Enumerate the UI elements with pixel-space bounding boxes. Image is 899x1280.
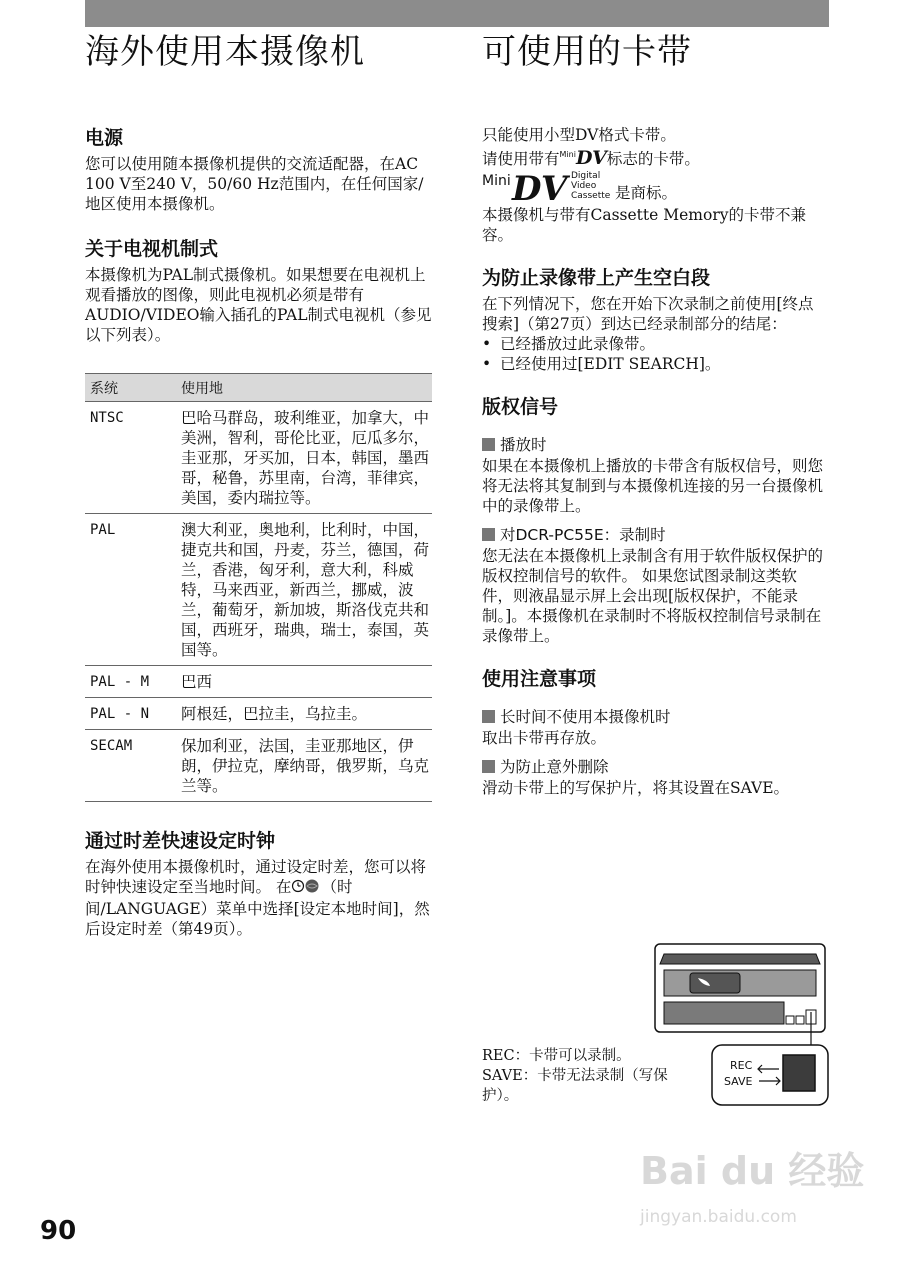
square-bullet-icon — [482, 438, 495, 451]
copyright-heading: 版权信号 — [482, 396, 559, 418]
header-bar — [85, 0, 829, 27]
tv-system-table — [85, 373, 432, 802]
unused-subheading: 长时间不使用本摄像机时 — [482, 706, 827, 728]
table-header-system: 系统 — [85, 374, 176, 402]
trademark-line — [482, 169, 827, 209]
intro-2-prefix: 请使用带有 — [482, 150, 560, 168]
clock-text-part2: （时间/LANGUAGE）菜单中选择[设定本地时间]，然后设定时差（第49页）。 — [85, 878, 430, 938]
intro-2-suffix: 标志的卡带。 — [606, 150, 700, 168]
cassette-caption — [482, 1046, 697, 1106]
trademark-text: 是商标。 — [615, 184, 678, 202]
system-cell: PAL - N — [85, 698, 176, 730]
system-cell: PAL — [85, 514, 176, 666]
table-row — [85, 514, 432, 666]
square-bullet-icon — [482, 528, 495, 541]
logo-dv-text: DV — [512, 169, 568, 209]
page-number: 90 — [40, 1216, 77, 1246]
power-heading: 电源 — [85, 127, 124, 149]
page-title-left: 海外使用本摄像机 — [85, 32, 365, 72]
table-header-places: 使用地 — [176, 374, 432, 402]
cassette-intro-3: 本摄像机与带有Cassette Memory的卡带不兼容。 — [482, 206, 806, 244]
baidu-watermark — [640, 1140, 864, 1227]
clock-globe-icon — [291, 878, 321, 899]
right-column — [482, 125, 827, 798]
places-cell: 巴西 — [176, 666, 432, 698]
unused-text: 取出卡带再存放。 — [482, 729, 607, 747]
system-cell: SECAM — [85, 730, 176, 802]
cassette-intro-2 — [482, 145, 827, 169]
erase-subheading: 为防止意外删除 — [482, 756, 827, 778]
tv-system-heading: 关于电视机制式 — [85, 238, 219, 260]
logo-digital-text: Digital — [571, 171, 601, 181]
rec-caption: REC：卡带可以录制。 — [482, 1048, 631, 1064]
places-cell: 保加利亚，法国，圭亚那地区，伊朗，伊拉克，摩纳哥，俄罗斯，乌克兰等。 — [176, 730, 432, 802]
watermark-logo-text: Bai du 经验 — [640, 1149, 865, 1193]
playback-subheading: 播放时 — [482, 434, 827, 456]
save-label: SAVE — [724, 1075, 753, 1088]
system-cell: NTSC — [85, 402, 176, 514]
power-text: 您可以使用随本摄像机提供的交流适配器，在AC 100 V至240 V，50/60 Hz范围内，在任何国家/地区使用本摄像机。 — [85, 155, 424, 213]
list-item: • 已经播放过此录像带。 — [482, 334, 827, 354]
table-header-row — [85, 374, 432, 402]
recording-subheading: 对DCR-PC55E：录制时 — [482, 524, 827, 546]
recording-text: 您无法在本摄像机上录制含有用于软件版权保护的版权控制信号的软件。 如果您试图录制这类软件，则液晶显示屏上会出现[版权保护，不能录制。]。本摄像机在录制时不将版权控制信号录制在录像带上。 — [482, 547, 824, 645]
notes-heading: 使用注意事项 — [482, 668, 597, 690]
logo-mini-text: Mini — [482, 173, 511, 189]
watermark-url: jingyan.baidu.com — [640, 1207, 797, 1227]
table-row — [85, 730, 432, 802]
table-row — [85, 402, 432, 514]
table-row — [85, 666, 432, 698]
places-cell: 巴哈马群岛，玻利维亚，加拿大，中美洲，智利，哥伦比亚，厄瓜多尔，圭亚那，牙买加，日本，韩国，墨西哥，秘鲁，苏里南，台湾，菲律宾，美国，委内瑞拉等。 — [176, 402, 432, 514]
blank-text: 在下列情况下，您在开始下次录制之前使用[终点搜索]（第27页）到达已经录制部分的结尾： — [482, 295, 814, 333]
page-title-right: 可使用的卡带 — [482, 32, 692, 72]
clock-heading: 通过时差快速设定时钟 — [85, 830, 276, 852]
square-bullet-icon — [482, 710, 495, 723]
erase-text: 滑动卡带上的写保护片，将其设置在SAVE。 — [482, 779, 790, 797]
cassette-intro-1: 只能使用小型DV格式卡带。 — [482, 126, 676, 144]
logo-cassette-text: Cassette — [571, 191, 611, 201]
left-column — [85, 125, 435, 939]
blank-bullet-list — [482, 334, 827, 374]
square-bullet-icon — [482, 760, 495, 773]
logo-video-text: Video — [571, 181, 597, 191]
list-item: • 已经使用过[EDIT SEARCH]。 — [482, 354, 827, 374]
places-cell: 阿根廷，巴拉圭，乌拉圭。 — [176, 698, 432, 730]
rec-label: REC — [730, 1059, 753, 1072]
save-caption: SAVE：卡带无法录制（写保护）。 — [482, 1068, 668, 1104]
table-row — [85, 698, 432, 730]
minidv-logo-icon: $^{Mini}$DV — [559, 147, 607, 169]
blank-heading: 为防止录像带上产生空白段 — [482, 267, 711, 289]
clock-text — [85, 857, 435, 939]
system-cell: PAL - M — [85, 666, 176, 698]
playback-text: 如果在本摄像机上播放的卡带含有版权信号，则您将无法将其复制到与本摄像机连接的另一台摄像机中的录像带上。 — [482, 457, 824, 515]
tv-system-text: 本摄像机为PAL制式摄像机。如果想要在电视机上观看播放的图像，则此电视机必须是带有AUDIO/VIDEO输入插孔的PAL制式电视机（参见以下列表）。 — [85, 266, 432, 344]
clock-text-part1: 在海外使用本摄像机时，通过设定时差，您可以将时钟快速设定至当地时间。 在 — [85, 858, 427, 896]
places-cell: 澳大利亚，奥地利，比利时，中国，捷克共和国，丹麦，芬兰，德国，荷兰，香港，匈牙利，意大利，科威特，马来西亚，新西兰，挪威，波兰，葡萄牙，新加坡，斯洛伐克共和国，西班牙，瑞典，瑞士，泰国，英国等。 — [176, 514, 432, 666]
